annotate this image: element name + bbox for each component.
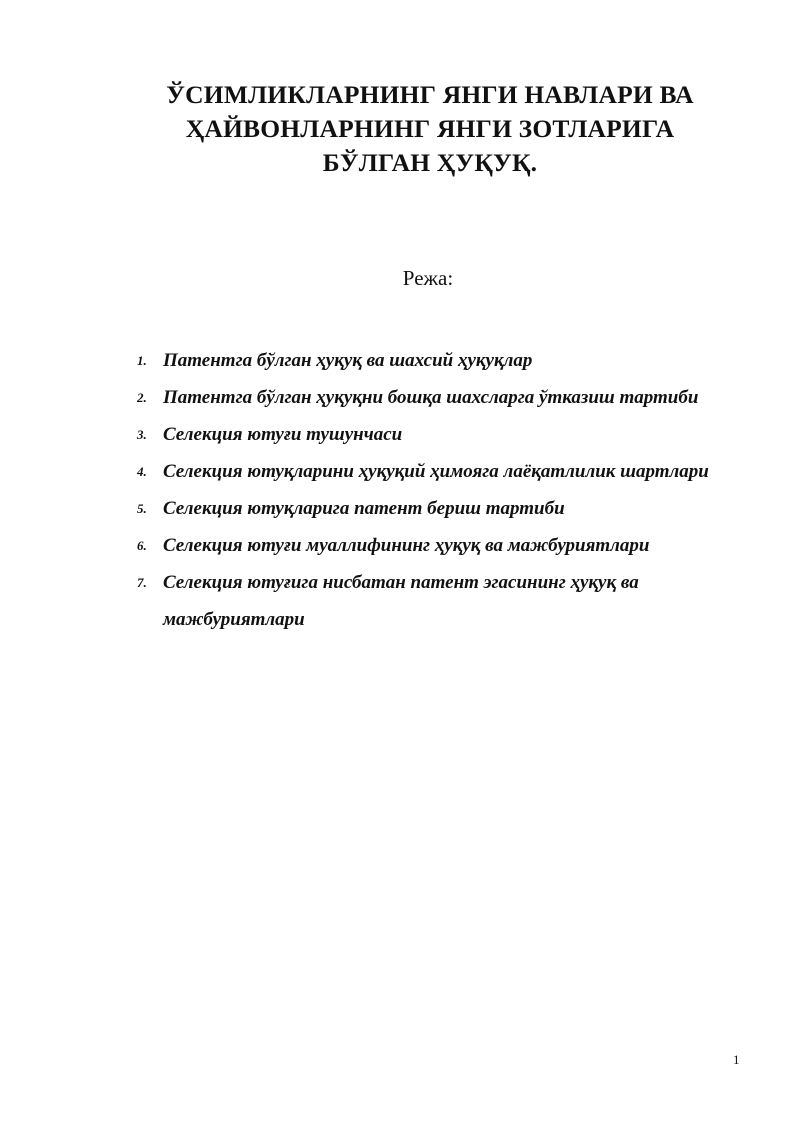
plan-item-5: [130, 490, 740, 527]
plan-item-4: [130, 453, 740, 490]
plan-item-7: [130, 564, 740, 638]
plan-item-text: Селекция ютуғига нисбатан патент эгасининг ҳуқуқ ва мажбуриятлари: [163, 572, 639, 630]
plan-item-3: [130, 416, 740, 453]
plan-item-text: Селекция ютуқларига патент бериш тартиби: [163, 498, 565, 519]
plan-list: [130, 342, 740, 638]
plan-item-number: 1.: [137, 353, 147, 368]
plan-item-1: [130, 342, 740, 379]
plan-item-number: 5.: [137, 501, 147, 516]
plan-item-6: [130, 527, 740, 564]
title-line-3: БЎЛГАН ҲУҚУҚ.: [322, 148, 538, 177]
plan-item-text: Селекция ютуқларини ҳуқуқий ҳимояга лаёқатлилик шартлари: [163, 461, 709, 482]
plan-item-text: Селекция ютуғи муаллифининг ҳуқуқ ва мажбуриятлари: [163, 535, 650, 556]
plan-item-number: 7.: [137, 575, 147, 590]
plan-heading: Режа:: [402, 266, 454, 290]
plan-item-number: 6.: [137, 538, 147, 553]
plan-item-2: [130, 379, 740, 416]
plan-item-text: Селекция ютуғи тушунчаси: [163, 424, 403, 445]
document-title: [100, 78, 760, 180]
plan-item-text: Патентга бўлган ҳуқуқ ва шахсий ҳуқуқлар: [163, 350, 533, 371]
plan-item-number: 3.: [137, 427, 147, 442]
plan-item-text: Патентга бўлган ҳуқуқни бошқа шахсларга ўтказиш тартиби: [163, 387, 699, 408]
title-line-1: ЎСИМЛИКЛАРНИНГ ЯНГИ НАВЛАРИ ВА: [166, 80, 694, 109]
plan-item-number: 4.: [137, 464, 147, 479]
title-line-2: ҲАЙВОНЛАРНИНГ ЯНГИ ЗОТЛАРИГА: [185, 114, 675, 143]
page-number: 1: [733, 1052, 740, 1067]
plan-item-number: 2.: [137, 390, 147, 405]
